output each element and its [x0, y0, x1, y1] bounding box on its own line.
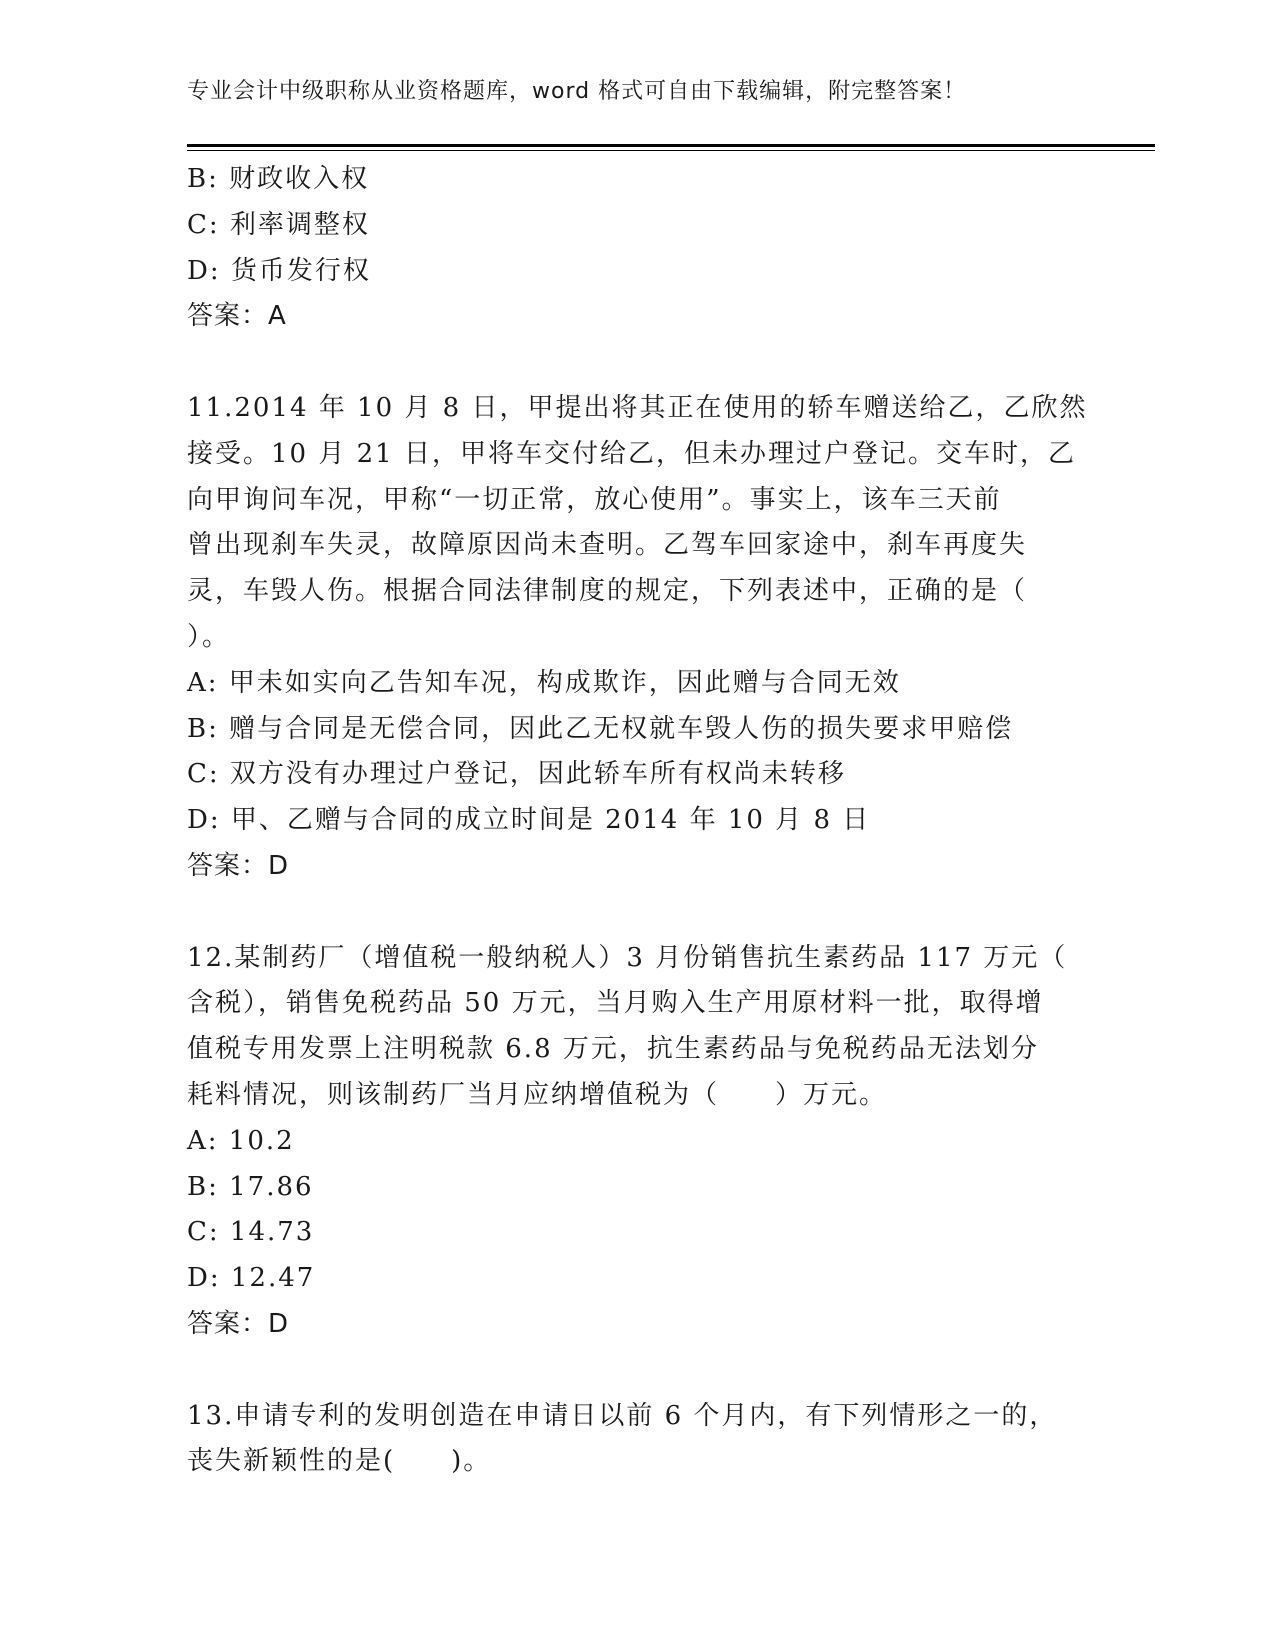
question-text-line: 13.申请专利的发明创造在申请日以前 6 个月内，有下列情形之一的， [187, 1400, 1058, 1431]
page-header: 专业会计中级职称从业资格题库，word 格式可自由下载编辑，附完整答案！ [187, 79, 967, 104]
question-text-line: 接受。10 月 21 日，甲将车交付给乙，但未办理过户登记。交车时，乙 [187, 438, 1076, 469]
option-c: C: 14.73 [187, 1217, 315, 1248]
option-c: C: 双方没有办理过户登记，因此轿车所有权尚未转移 [187, 759, 846, 790]
question-text-line: 含税），销售免税药品 50 万元，当月购入生产用原材料一批，取得增 [187, 988, 1044, 1019]
option-a: A: 甲未如实向乙告知车况，构成欺诈，因此赠与合同无效 [187, 667, 901, 698]
spacer [187, 340, 1087, 386]
header-divider [187, 144, 1155, 147]
option-d: D: 货币发行权 [187, 255, 371, 286]
question-text-line: 曾出现刹车失灵，故障原因尚未查明。乙驾车回家途中，刹车再度失 [187, 530, 1028, 561]
question-text-line: 向甲询问车况，甲称“一切正常，放心使用”。事实上，该车三天前 [187, 484, 1002, 515]
document-body [187, 157, 1087, 1485]
option-a: A: 10.2 [187, 1125, 295, 1156]
question-text-line: 11.2014 年 10 月 8 日，甲提出将其正在使用的轿车赠送给乙，乙欣然 [187, 392, 1088, 423]
question-text-line: 值税专用发票上注明税款 6.8 万元，抗生素药品与免税药品无法划分 [187, 1034, 1039, 1065]
option-b: B: 赠与合同是无偿合同，因此乙无权就车毁人伤的损失要求甲赔偿 [187, 713, 1014, 744]
question-text-line: 灵，车毁人伤。根据合同法律制度的规定，下列表述中，正确的是（ [187, 576, 1028, 607]
option-d: D: 甲、乙赠与合同的成立时间是 2014 年 10 月 8 日 [187, 805, 871, 836]
option-d: D: 12.47 [187, 1263, 316, 1294]
question-12 [187, 936, 1087, 1348]
spacer [187, 890, 1087, 936]
option-c: C: 利率调整权 [187, 209, 370, 240]
question-text-line: 丧失新颖性的是( )。 [187, 1446, 492, 1477]
question-10 [187, 157, 1087, 340]
question-text-line: ）。 [187, 621, 231, 652]
question-13 [187, 1394, 1087, 1486]
answer: 答案：D [187, 850, 290, 881]
answer: 答案：A [187, 301, 287, 332]
spacer [187, 1348, 1087, 1394]
option-b: B: 17.86 [187, 1171, 314, 1202]
option-b: B: 财政收入权 [187, 164, 370, 194]
question-text-line: 耗料情况，则该制药厂当月应纳增值税为（ ）万元。 [187, 1079, 888, 1110]
answer: 答案：D [187, 1308, 290, 1339]
header-divider-thin [187, 150, 1155, 151]
question-11 [187, 386, 1087, 890]
question-text-line: 12.某制药厂（增值税一般纳税人）3 月份销售抗生素药品 117 万元（ [187, 942, 1068, 973]
